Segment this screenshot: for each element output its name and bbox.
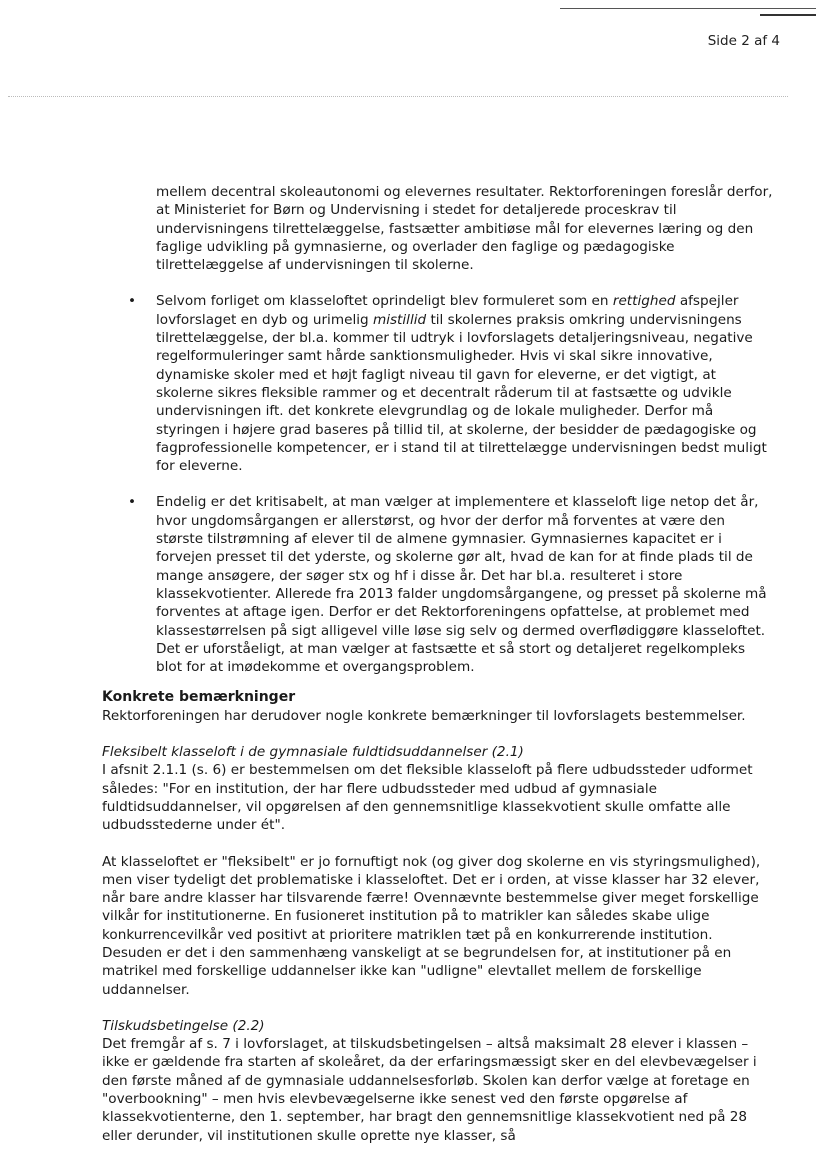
section-heading: Konkrete bemærkninger [102,689,296,706]
bullet-icon: • [128,494,137,511]
bullet-icon: • [128,293,137,310]
paragraph: Det fremgår af s. 7 i lovforslaget, at tilskudsbetingelsen – altså maksimalt 28 elever i klassen – ikke er gældende fra starten af skoleåret, da der erfaringsmæssigt sker en del elevbevægelser i den første måned af de gymnasiale uddannelsesforløb. Skolen kan derfor vælge at foretage en "overbookning" – men hvis elevbevægelserne ikke senest ved den første opgørelse af klassekvotienterne, den 1. september, har bragt den gennemsnitlige klassekvotient ned på 28 eller derunder, vil institutionen skulle oprette nye klasser, så [102,1036,757,1144]
bullet-list [102,292,774,676]
paragraph: I afsnit 2.1.1 (s. 6) er bestemmelsen om det fleksible klasseloft på flere udbudssteder udformet således: "For en institution, der har flere udbudssteder med udbud af gymnasiale fuldtidsuddannelser, vil opgørelsen af den gennemsnitlige klassekvotient skulle omfatte alle udbudsstederne under ét". [102,762,753,834]
top-rule [560,8,816,9]
bullet-text: til skolernes praksis omkring undervisningens tilrettelæggelse, der bl.a. kommer til udtryk i lovforslagets detaljeringsniveau, negative regelformuleringer samt hårde sanktionsmuligheder. Hvis vi skal sikre innovative, dynamiske skoler med et højt fagligt niveau til gavn for eleverne, er det vigtigt, at skolerne sikres fleksible rammer og et decentralt råderum til at fastsætte og udvikle undervisningen ift. det konkrete elevgrundlag og de lokale muligheder. Derfor må styringen i højere grad baseres på tillid til, at skolerne, der besidder de pædagogiske og fagprofessionelle kompetencer, er i stand til at tilrettelægge undervisningen bedst muligt for eleverne. [156,311,767,475]
scan-artifact-line [8,96,788,97]
paragraph: At klasseloftet er "fleksibelt" er jo fornuftigt nok (og giver dog skolerne en vis styringsmulighed), men viser tydeligt det problematiske i klasseloftet. Det er i orden, at visse klasser har 32 elever, når bare andre klasser har tilsvarende færre! Ovennævnte bestemmelse giver meget forskellige vilkår for institutionerne. En fusioneret institution på to matrikler kan således skabe ulige konkurrencevilkår ved positivt at prioritere matriklen tæt på en konkurrerende institution. Desuden er det i den sammenhæng vanskeligt at se begrundelsen for, at institutioner på en matrikel med forskellige uddannelser ikke kan "udligne" elevtallet mellem de forskellige uddannelser. [102,853,761,998]
subsection-title: Fleksibelt klasseloft i de gymnasiale fuldtidsuddannelser (2.1) [102,744,524,761]
bullet-text: afspejler lovforslaget en dyb og urimelig [156,293,739,328]
emphasis-rettighed: rettighed [612,293,676,310]
page-number: Side 2 af 4 [707,33,780,49]
document-body [102,183,774,1145]
bullet-text: Selvom forliget om klasseloftet oprindeligt blev formuleret som en [156,293,613,310]
bullet-item [102,292,774,475]
intro-paragraph: mellem decentral skoleautonomi og elevernes resultater. Rektorforeningen foreslår derfor, at Ministeriet for Børn og Undervisning i stedet for detaljerede proceskrav til undervisningens tilrettelæggelse, fastsætter ambitiøse mål for elevernes læring og den faglige udvikling på gymnasierne, og overlader den faglige og pædagogiske tilrettelæggelse af undervisningen til skolerne. [156,184,773,274]
subsection-title: Tilskudsbetingelse (2.2) [102,1017,265,1034]
top-rule-thick [760,14,816,16]
section-intro: Rektorforeningen har derudover nogle konkrete bemærkninger til lovforslagets bestemmelser. [102,707,746,724]
bullet-item [102,493,774,676]
bullet-text: Endelig er det kritisabelt, at man vælger at implementere et klasseloft lige netop det år, hvor ungdomsårgangen er allerstørst, og hvor der derfor må forventes at være den største tilstrømning af elever til de almene gymnasier. Gymnasiernes kapacitet er i forvejen presset til det yderste, og skolerne gør alt, hvad de kan for at finde plads til de mange ansøgere, der søger stx og hf i disse år. Det har bl.a. resulteret i store klassekvotienter. Allerede fra 2013 falder ungdomsårgangene, og presset på skolerne må forventes at aftage igen. Derfor er det Rektorforeningens opfattelse, at problemet med klassestørrelsen på sigt alligevel ville løse sig selv og dermed overflødiggøre klasseloftet. Det er uforståeligt, at man vælger at fastsætte et så stort og detaljeret regelkompleks blot for at imødekomme et overgangsproblem. [156,494,767,676]
emphasis-mistillid: mistillid [372,311,427,328]
